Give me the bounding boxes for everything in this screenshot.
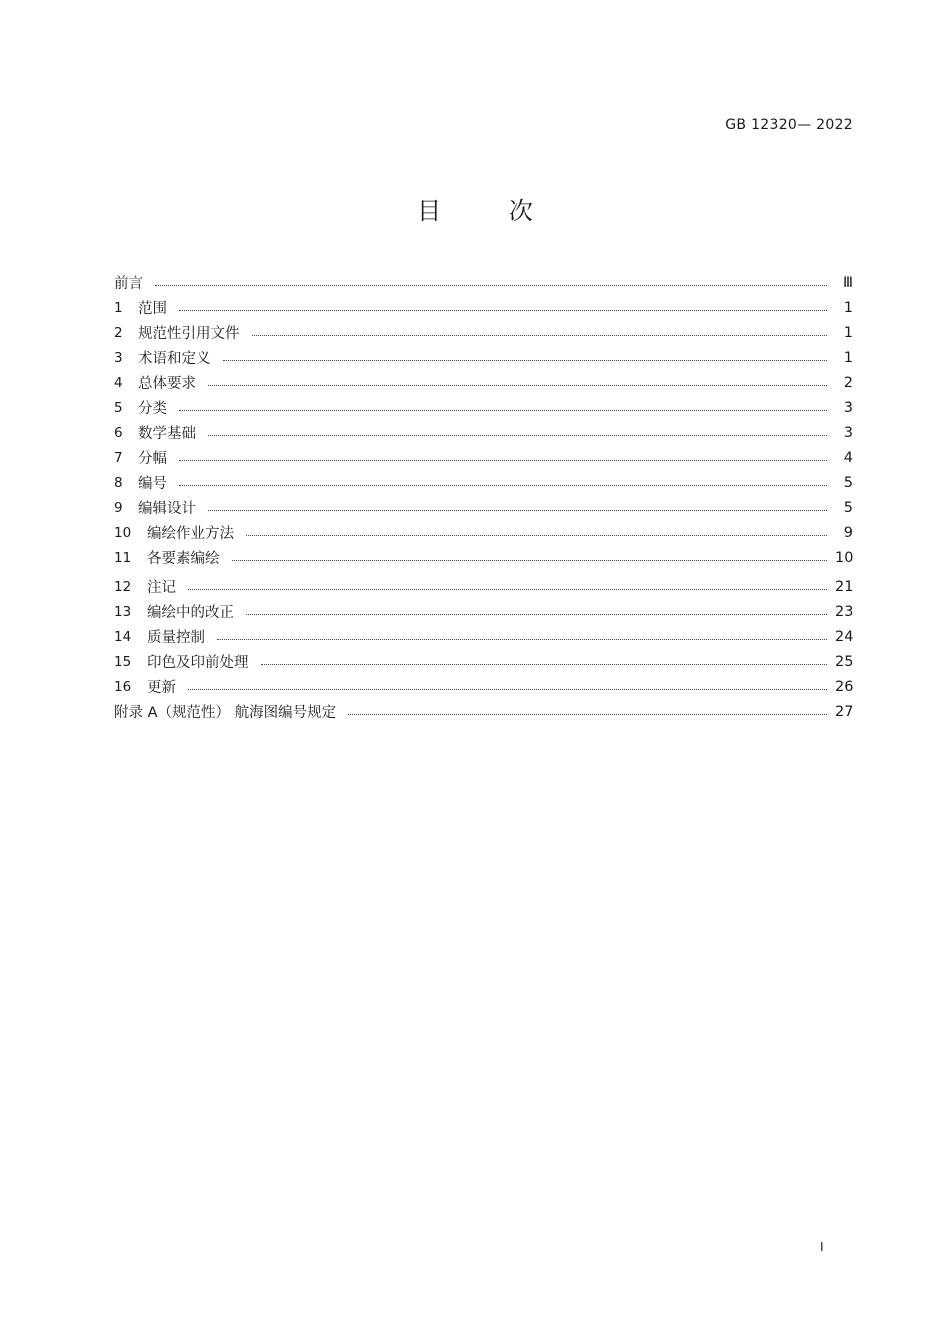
- toc-entry[interactable]: [114, 445, 853, 470]
- toc-entry-number: 13: [114, 603, 132, 620]
- toc-entry-number: 6: [114, 424, 123, 441]
- toc-entry-number: 15: [114, 653, 132, 670]
- toc-entry-page: 10: [835, 549, 854, 566]
- toc-entry[interactable]: [114, 395, 853, 420]
- toc-entry-title: 印色及印前处理: [147, 655, 249, 671]
- toc-entry[interactable]: [114, 545, 853, 570]
- toc-entry-title: 范围: [138, 301, 167, 317]
- toc-entry-foreword[interactable]: [114, 270, 853, 295]
- toc-entry-page: 1: [843, 324, 853, 341]
- toc-entry-page: 5: [843, 499, 853, 516]
- dot-leader: [179, 410, 827, 411]
- toc-entry-title: 分幅: [138, 451, 167, 467]
- toc-entry[interactable]: [114, 520, 853, 545]
- toc-entry-page: 25: [835, 653, 854, 670]
- toc-entry-title: 编辑设计: [138, 501, 196, 517]
- toc-entry[interactable]: [114, 624, 853, 649]
- toc-entry-page: 3: [843, 399, 853, 416]
- table-of-contents: [114, 270, 853, 724]
- toc-entry-page: 27: [835, 703, 854, 720]
- toc-entry-number: 7: [114, 449, 123, 466]
- toc-entry-number: 5: [114, 399, 123, 416]
- toc-entry-title: 质量控制: [147, 630, 205, 646]
- toc-entry[interactable]: [114, 420, 853, 445]
- dot-leader: [261, 664, 828, 665]
- toc-entry-page: Ⅲ: [843, 274, 853, 291]
- dot-leader: [208, 510, 827, 511]
- dot-leader: [348, 714, 827, 715]
- toc-entry-appendix-a[interactable]: [114, 699, 853, 724]
- toc-entry-number: 16: [114, 678, 132, 695]
- title-char-2: 次: [508, 197, 533, 225]
- toc-entry-page: 24: [835, 628, 854, 645]
- dot-leader: [208, 435, 827, 436]
- toc-entry[interactable]: [114, 470, 853, 495]
- toc-entry-title: 编绘中的改正: [147, 605, 234, 621]
- dot-leader: [208, 385, 827, 386]
- toc-entry-page: 21: [835, 578, 854, 595]
- toc-entry-number: 12: [114, 578, 132, 595]
- toc-entry-page: 4: [843, 449, 853, 466]
- toc-entry-title: 编绘作业方法: [147, 526, 234, 542]
- toc-entry-title: 分类: [138, 401, 167, 417]
- dot-leader: [252, 335, 828, 336]
- toc-entry[interactable]: [114, 370, 853, 395]
- toc-entry-number: 4: [114, 374, 123, 391]
- dot-leader: [179, 460, 827, 461]
- dot-leader: [232, 560, 828, 561]
- dot-leader: [188, 689, 827, 690]
- toc-entry[interactable]: [114, 320, 853, 345]
- toc-entry-number: 10: [114, 524, 132, 541]
- dot-leader: [179, 485, 827, 486]
- dot-leader: [188, 589, 827, 590]
- toc-entry-page: 23: [835, 603, 854, 620]
- footer-page-number: I: [820, 1240, 824, 1254]
- toc-entry[interactable]: [114, 574, 853, 599]
- toc-entry[interactable]: [114, 674, 853, 699]
- dot-leader: [179, 310, 827, 311]
- toc-entry-title: 数学基础: [138, 426, 196, 442]
- dot-leader: [246, 535, 827, 536]
- toc-entry-title: 术语和定义: [138, 351, 211, 367]
- toc-entry-page: 3: [843, 424, 853, 441]
- toc-entry-title: 注记: [147, 580, 176, 596]
- toc-entry-number: 9: [114, 499, 123, 516]
- title-char-1: 目: [417, 197, 442, 225]
- dot-leader: [246, 614, 827, 615]
- page-title: [0, 191, 950, 226]
- dot-leader: [155, 285, 827, 286]
- toc-entry-title: 总体要求: [138, 376, 196, 392]
- toc-entry[interactable]: [114, 599, 853, 624]
- dot-leader: [217, 639, 827, 640]
- toc-entry-number: 8: [114, 474, 123, 491]
- toc-entry-title: 前言: [114, 276, 143, 292]
- toc-entry-title: 附录 A（规范性） 航海图编号规定: [114, 705, 337, 721]
- toc-entry-page: 5: [843, 474, 853, 491]
- toc-entry-page: 1: [843, 349, 853, 366]
- toc-entry-page: 2: [843, 374, 853, 391]
- toc-entry-number: 11: [114, 549, 132, 566]
- toc-entry-title: 规范性引用文件: [138, 326, 240, 342]
- toc-entry-number: 2: [114, 324, 123, 341]
- toc-entry[interactable]: [114, 495, 853, 520]
- toc-entry-number: 14: [114, 628, 132, 645]
- toc-entry-number: 3: [114, 349, 123, 366]
- toc-entry[interactable]: [114, 345, 853, 370]
- document-code: GB 12320— 2022: [725, 117, 853, 133]
- toc-entry-title: 更新: [147, 680, 176, 696]
- toc-entry-page: 9: [843, 524, 853, 541]
- toc-entry-page: 26: [835, 678, 854, 695]
- toc-entry-title: 各要素编绘: [147, 551, 220, 567]
- toc-entry-title: 编号: [138, 476, 167, 492]
- toc-entry-page: 1: [843, 299, 853, 316]
- toc-entry-number: 1: [114, 299, 123, 316]
- toc-entry[interactable]: [114, 649, 853, 674]
- dot-leader: [223, 360, 828, 361]
- toc-entry[interactable]: [114, 295, 853, 320]
